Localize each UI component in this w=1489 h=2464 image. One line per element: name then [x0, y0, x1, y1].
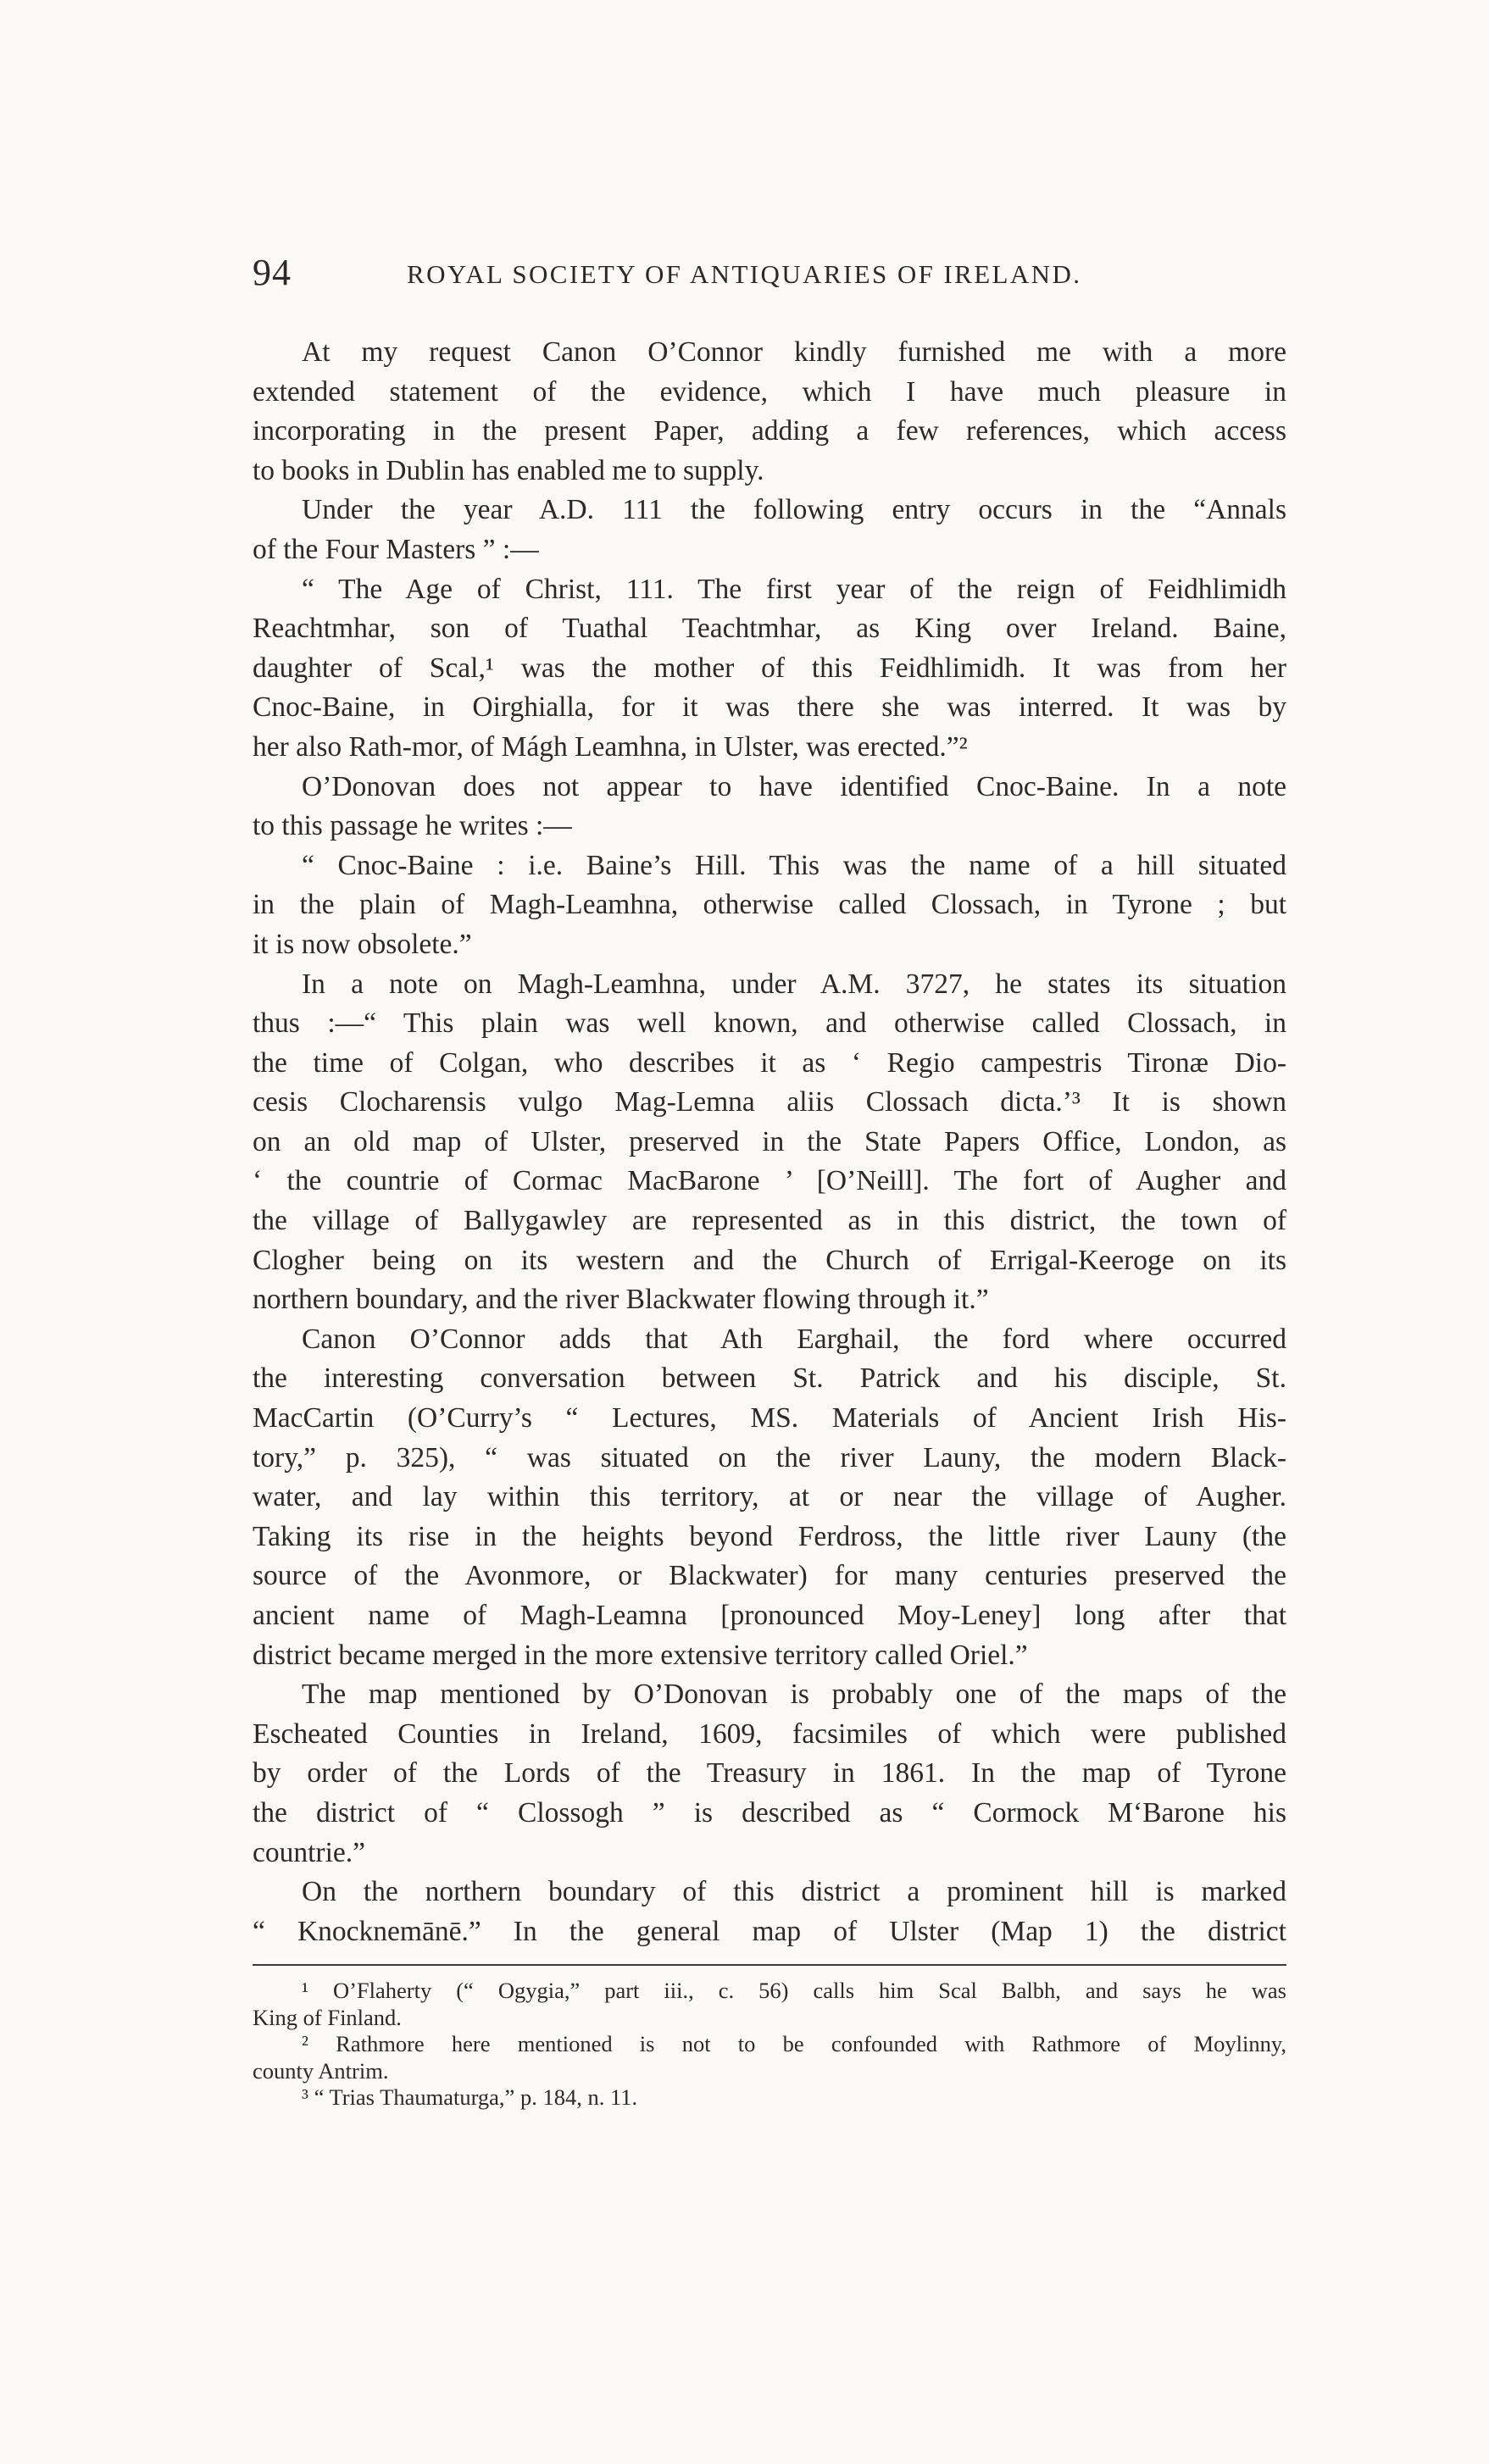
body-line: by order of the Lords of the Treasury in 1861. In the map of Tyrone	[253, 1757, 1286, 1790]
footnote-line: King of Finland.	[253, 2004, 402, 2030]
footnote-divider	[253, 1964, 1286, 1966]
body-line: Taking its rise in the heights beyond Ferdross, the little river Launy (the	[253, 1520, 1286, 1552]
body-line: incorporating in the present Paper, adding a few references, which access	[253, 415, 1286, 447]
body-line: water, and lay within this territory, at or near the village of Augher.	[253, 1481, 1286, 1513]
body-line: the interesting conversation between St. Patrick and his disciple, St.	[253, 1362, 1286, 1395]
footnote-line: ² Rathmore here mentioned is not to be confounded with Rathmore of Moylinny,	[302, 2031, 1286, 2056]
body-line: northern boundary, and the river Blackwater flowing through it.”	[253, 1284, 989, 1316]
body-line: O’Donovan does not appear to have identified Cnoc-Baine. In a note	[302, 770, 1286, 802]
footnote-line: county Antrim.	[253, 2057, 389, 2084]
body-line: thus :—“ This plain was well known, and otherwise called Clossach, in	[253, 1007, 1286, 1040]
body-line: the village of Ballygawley are represented as in this district, the town of	[253, 1205, 1286, 1237]
body-line: In a note on Magh-Leamhna, under A.M. 3727, he states its situation	[302, 968, 1286, 1000]
body-line: cesis Clocharensis vulgo Mag-Lemna aliis Clossach dicta.’³ It is shown	[253, 1086, 1286, 1118]
body-line: countrie.”	[253, 1836, 366, 1868]
page-number: 94	[253, 252, 292, 293]
body-text	[253, 333, 1286, 1951]
body-line: The map mentioned by O’Donovan is probably one of the maps of the	[302, 1679, 1286, 1711]
body-line: At my request Canon O’Connor kindly furnished me with a more	[302, 336, 1286, 368]
footnotes	[253, 1978, 1286, 2112]
body-line: it is now obsolete.”	[253, 928, 472, 960]
body-line: Canon O’Connor adds that Ath Earghail, the ford where occurred	[302, 1323, 1286, 1355]
body-line: to this passage he writes :—	[253, 810, 572, 842]
running-head: ROYAL SOCIETY OF ANTIQUARIES OF IRELAND.	[407, 259, 1082, 289]
body-line: On the northern boundary of this district a prominent hill is marked	[302, 1876, 1286, 1908]
body-line: in the plain of Magh-Leamhna, otherwise called Clossach, in Tyrone ; but	[253, 889, 1286, 921]
body-line: Escheated Counties in Ireland, 1609, facsimiles of which were published	[253, 1718, 1286, 1750]
body-line: “ Knocknemānē.” In the general map of Ulster (Map 1) the district	[253, 1915, 1286, 1947]
body-line: “ Cnoc-Baine : i.e. Baine’s Hill. This was the name of a hill situated	[302, 849, 1286, 881]
body-line: MacCartin (O’Curry’s “ Lectures, MS. Materials of Ancient Irish His-	[253, 1402, 1286, 1435]
body-line: Under the year A.D. 111 the following entry occurs in the “Annals	[302, 494, 1286, 526]
body-line: Clogher being on its western and the Church of Errigal-Keeroge on its	[253, 1244, 1286, 1276]
body-line: daughter of Scal,¹ was the mother of this Feidhlimidh. It was from her	[253, 652, 1286, 684]
body-line: ancient name of Magh-Leamna [pronounced Moy-Leney] long after that	[253, 1600, 1286, 1631]
body-line: Reachtmhar, son of Tuathal Teachtmhar, as King over Ireland. Baine,	[253, 613, 1286, 645]
body-line: on an old map of Ulster, preserved in the State Papers Office, London, as	[253, 1125, 1286, 1157]
body-line: district became merged in the more extensive territory called Oriel.”	[253, 1639, 1028, 1671]
body-line: the district of “ Clossogh ” is described as “ Cormock M‘Barone his	[253, 1796, 1286, 1829]
footnote-line: ¹ O’Flaherty (“ Ogygia,” part iii., c. 56) calls him Scal Balbh, and says he was	[302, 1978, 1286, 2003]
body-line: to books in Dublin has enabled me to supply.	[253, 454, 764, 486]
body-line: “ The Age of Christ, 111. The first year of the reign of Feidhlimidh	[302, 573, 1286, 605]
body-line: source of the Avonmore, or Blackwater) for many centuries preserved the	[253, 1560, 1286, 1592]
page-header	[253, 251, 1286, 302]
body-line: of the Four Masters ” :—	[253, 533, 539, 565]
body-line: Cnoc-Baine, in Oirghialla, for it was there she was interred. It was by	[253, 691, 1286, 724]
body-line: extended statement of the evidence, which I have much pleasure in	[253, 375, 1286, 408]
body-line: the time of Colgan, who describes it as ‘ Regio campestris Tironæ Dio-	[253, 1046, 1286, 1079]
body-line: her also Rath-mor, of Mágh Leamhna, in Ulster, was erected.”²	[253, 730, 968, 763]
body-line: tory,” p. 325), “ was situated on the river Launy, the modern Black-	[253, 1441, 1286, 1473]
footnote-line: ³ “ Trias Thaumaturga,” p. 184, n. 11.	[302, 2084, 638, 2110]
body-line: ‘ the countrie of Cormac MacBarone ’ [O’Neill]. The fort of Augher and	[253, 1165, 1286, 1197]
